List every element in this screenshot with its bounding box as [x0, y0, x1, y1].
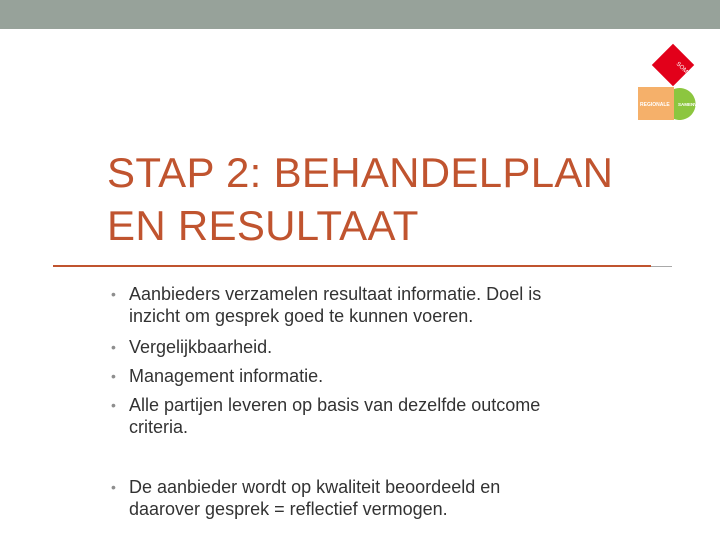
- bullet-text-line2: criteria.: [129, 417, 189, 437]
- bullet-text-line2: inzicht om gesprek goed te kunnen voeren.: [129, 306, 474, 326]
- bullet-icon: •: [111, 479, 116, 495]
- slide-title-line2: EN RESULTAAT: [107, 202, 419, 249]
- slide-title-line1: STAP 2: BEHANDELPLAN: [107, 149, 614, 196]
- bullet-icon: •: [111, 339, 116, 355]
- bullet-text-line2: daarover gesprek = reflectief vermogen.: [129, 499, 448, 519]
- bullet-text-line1: Management informatie.: [129, 366, 324, 386]
- bullet-item: [111, 365, 649, 387]
- bullet-text-line1: Alle partijen leveren op basis van dezelfde outcome: [129, 395, 541, 415]
- bullet-text-line1: Aanbieders verzamelen resultaat informatie. Doel is: [129, 284, 542, 304]
- bullet-icon: •: [111, 397, 116, 413]
- bullet-item: [111, 336, 649, 358]
- bullet-item: [111, 394, 649, 438]
- bullet-icon: •: [111, 286, 116, 302]
- bullet-item: [111, 283, 649, 327]
- bullet-text-line1: De aanbieder wordt op kwaliteit beoordeeld en: [129, 477, 501, 497]
- bullet-text-line1: Vergelijkbaarheid.: [129, 337, 273, 357]
- logo-text-right: SAMENWERKING: [678, 102, 716, 107]
- bullet-item: [111, 476, 649, 520]
- bullet-icon: •: [111, 368, 116, 384]
- logo-text-left: REGIONALE: [640, 102, 670, 108]
- logo-text-top: SOMERS: [674, 61, 698, 84]
